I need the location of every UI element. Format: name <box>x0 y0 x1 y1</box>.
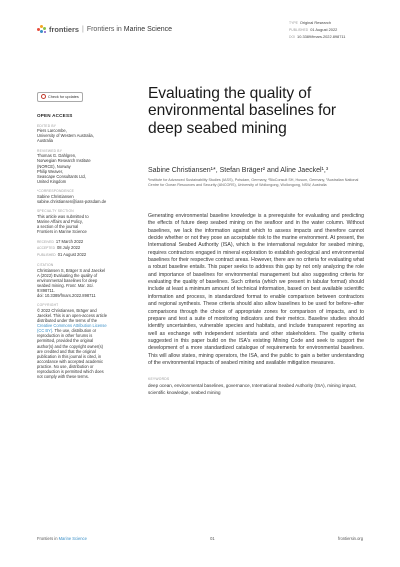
correspondence[interactable]: *CORRESPONDENCE Sabine Christiansen sabine.christiansen@iass-potsdam.de <box>37 188 107 204</box>
meta-published: PUBLISHED 01 August 2022 <box>289 26 338 32</box>
citation: CITATION Christiansen S, Bräger S and Jaeckel A (2022) Evaluating the quality of environmental baselines for deep seabed mining. Front. Mar. Sci. 9:898711. doi: 10.3389/fmars.2022.898711 <box>37 262 106 298</box>
article-keywords: deep ocean, environmental baselines, governance, International Seabed Authority (ISA), mining impact, scientific knowledge, seabed mining <box>148 383 357 395</box>
site-link[interactable]: frontiersin.org <box>337 536 363 541</box>
journal-name <box>87 26 172 33</box>
frontiers-logo-icon <box>37 25 47 34</box>
meta-type: TYPE Original Research <box>289 20 331 25</box>
date-published: PUBLISHED 01 August 2022 <box>37 251 87 257</box>
date-received: RECEIVED 17 March 2022 <box>37 239 84 245</box>
open-access-label: OPEN ACCESS <box>37 112 73 118</box>
meta-doi[interactable]: DOI 10.3389/fmars.2022.898711 <box>289 33 346 39</box>
cc-license-link[interactable]: Creative Commons Attribution License (CC BY) <box>37 323 107 334</box>
page-number: 01 <box>210 536 215 541</box>
journal-title: Marine Science <box>123 25 173 33</box>
keywords-label: KEYWORDS <box>148 377 170 382</box>
article-meta <box>289 20 363 40</box>
date-accepted: ACCEPTED 08 July 2022 <box>37 245 81 251</box>
page-footer <box>37 536 363 541</box>
page-header <box>37 20 363 39</box>
check-updates-icon <box>41 94 46 99</box>
brand-name: frontiers <box>49 24 79 34</box>
article-main <box>148 85 364 396</box>
copyright: COPYRIGHT © 2022 Christiansen, Bräger and Jaeckel. This is an open-access article distributed under the terms of the Creative Commons Attribution License (CC BY). The use, distribution or reproduction in other forums is permitted, provided the original author(s) and the copyright owner(s) are credited and that the original publication in this journal is cited, in accordance with accepted academic practice. No use, distribution or reproduction is permitted which does not comply with these terms. <box>37 303 108 380</box>
footer-journal: Frontiers in Marine Science <box>37 536 87 541</box>
check-updates-label: Check for updates <box>48 94 79 99</box>
check-updates-button[interactable] <box>37 92 83 102</box>
journal-prefix: Frontiers in <box>86 25 122 33</box>
specialty-section: SPECIALTY SECTION This article was submitted to Marine Affairs and Policy, a section of the journal Frontiers in Marine Science <box>37 208 89 234</box>
edited-by: EDITED BY Piers Larcombe, University of Western Australia, Australia <box>37 123 94 144</box>
article-title: Evaluating the quality of environmental baselines for deep seabed mining <box>148 85 336 137</box>
logo-separator: | <box>81 25 84 33</box>
article-sidebar <box>37 86 107 384</box>
article-authors: Sabine Christiansen¹*, Stefan Bräger² and Aline Jaeckel¹,³ <box>148 167 329 175</box>
article-abstract: Generating environmental baseline knowledge is a prerequisite for evaluating and predicting the effects of future deep seabed mining on the seafloor and in the water column. Without baselines, we lack the information against which to assess impacts and therefore cannot decide whether or not they pose an acceptable risk to the marine environment. At present, the International Seabed Authority (ISA), which is the international regulator for seabed mining, requires contractors engaged in mineral exploration to establish geological and environmental baselines for their respective contract areas. However, there are no criteria for evaluating what a robust baseline entails. This paper seeks to address this gap by not only analyzing the role and importance of baselines for environmental management but also suggesting criteria for evaluating the quality of baselines. Such criteria (which we present in tabular format) should include at least a minimum amount of technical information, based on best available scientific information and process, in standardized format to enable comparison between contractors and regional synthesis. These criteria should also allow baselines to be used for before–after comparisons through the choice of appropriate zones for comparison of impacts, and to prepare and test a suite of monitoring indicators and their metrics. Baseline studies should identify uncertainties, vulnerable species and habitats, and include transparent reporting as well as exchange with independent scientists and other stakeholders. The quality criteria suggested in this paper build on the ISA's existing Mining Code and seek to support the development of a more standardized catalogue of requirements for environmental baselines. This will allow states, mining operators, the ISA, and the public to gain a better understanding of the environmental impacts of seabed mining and available mitigation measures. <box>148 213 364 366</box>
author-affiliations: ¹Institute for Advanced Sustainability Studies (IASS), Potsdam, Germany, ²BioConsult SH, Husum, Germany, ³Australian National Centre for Ocean Resources and Security (ANCORS), University of Wollongong, Wollongong, NSW, Australia <box>148 178 359 188</box>
article-dates <box>37 239 107 258</box>
journal-logo[interactable] <box>37 25 172 34</box>
reviewed-by: REVIEWED BY Thomas G. Dahlgren, Norwegian Research Institute (NORCE), Norway Philip Weaver, Seascape Consultants Ltd, United Kingdom <box>37 148 91 184</box>
